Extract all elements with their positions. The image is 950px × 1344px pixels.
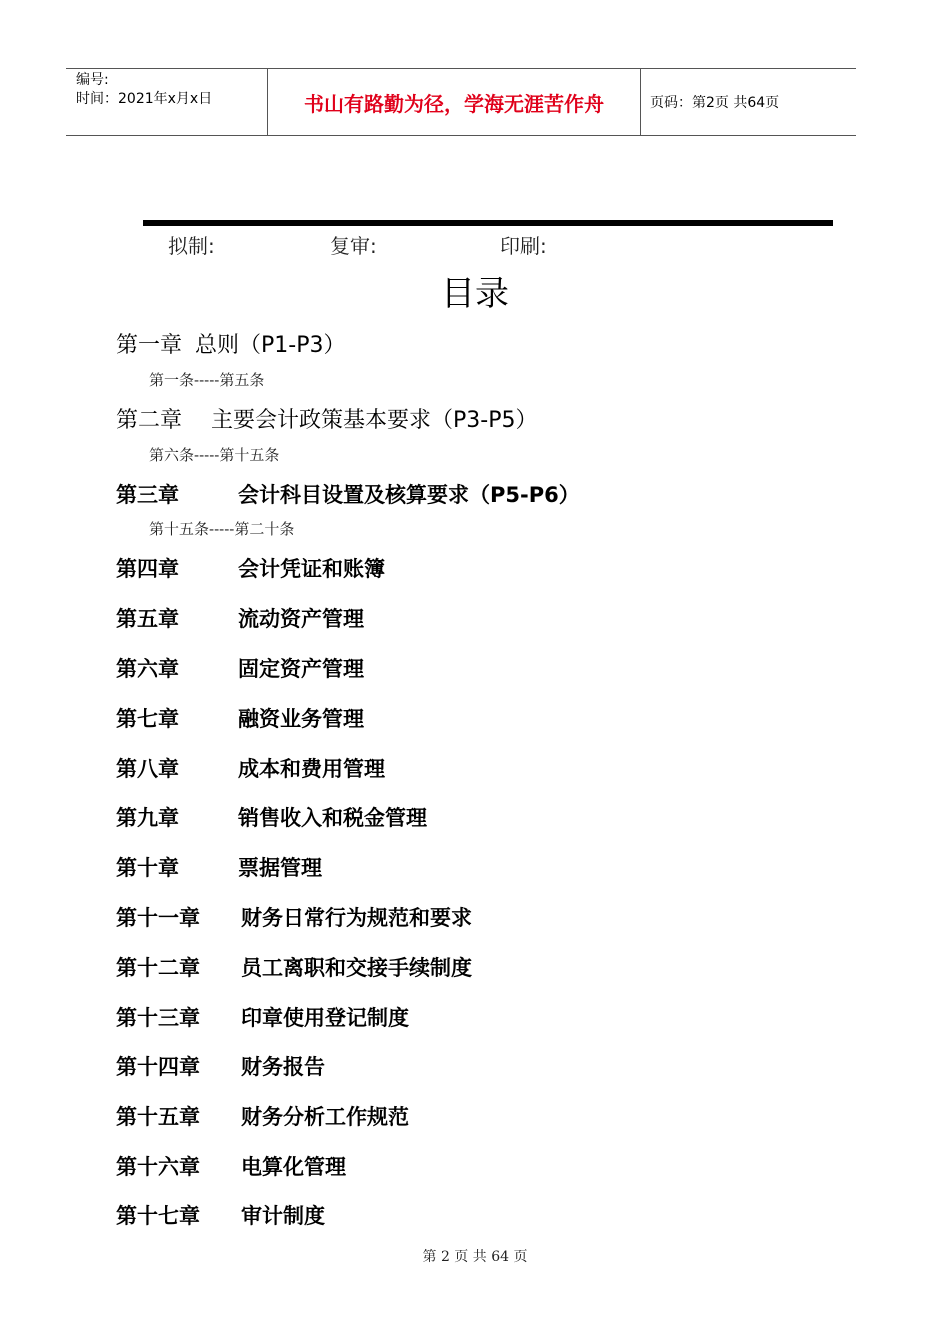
chapter-number: 第三章	[116, 483, 179, 507]
chapter-title: 会计凭证和账簿	[238, 557, 385, 581]
toc-chapter[interactable]	[116, 403, 537, 434]
toc-chapter[interactable]	[116, 603, 364, 633]
toc-chapter[interactable]	[116, 902, 472, 932]
chapter-title: 主要会计政策基本要求（P3-P5）	[211, 408, 538, 433]
chapter-title: 流动资产管理	[238, 607, 364, 631]
chapter-number: 第二章	[116, 408, 183, 433]
toc-chapter[interactable]	[116, 328, 345, 359]
review-label: 复审:	[330, 234, 377, 258]
toc-chapter[interactable]	[116, 753, 385, 783]
header-meta	[66, 69, 267, 135]
chapter-title: 电算化管理	[241, 1155, 346, 1179]
chapter-number: 第十四章	[116, 1055, 200, 1079]
chapter-title: 成本和费用管理	[238, 757, 385, 781]
toc-chapter[interactable]	[116, 1101, 409, 1131]
chapter-title: 印章使用登记制度	[241, 1006, 409, 1030]
chapter-number: 第六章	[116, 657, 179, 681]
header-motto: 书山有路勤为径，学海无涯苦作舟	[267, 69, 641, 135]
chapter-number: 第七章	[116, 707, 179, 731]
chapter-number: 第十六章	[116, 1155, 200, 1179]
document-time: 时间：2021年x月x日	[76, 91, 213, 107]
toc-chapter[interactable]	[116, 553, 385, 583]
toc-chapter[interactable]	[116, 1051, 325, 1081]
draft-label: 拟制:	[168, 234, 215, 258]
chapter-number: 第十二章	[116, 956, 200, 980]
toc-chapter[interactable]	[116, 1151, 346, 1181]
chapter-title: 融资业务管理	[238, 707, 364, 731]
chapter-number: 第十一章	[116, 906, 200, 930]
toc-subsection: 第六条-----第十五条	[149, 446, 280, 464]
toc-chapter[interactable]	[116, 703, 364, 733]
chapter-number: 第九章	[116, 806, 179, 830]
chapter-title: 总则（P1-P3）	[195, 333, 346, 358]
chapter-title: 固定资产管理	[238, 657, 364, 681]
chapter-title: 财务日常行为规范和要求	[241, 906, 472, 930]
print-label: 印刷:	[500, 234, 547, 258]
chapter-number: 第十章	[116, 856, 179, 880]
chapter-number: 第一章	[116, 333, 183, 358]
chapter-number: 第十五章	[116, 1105, 200, 1129]
document-header	[66, 68, 856, 136]
toc-subsection: 第一条-----第五条	[149, 371, 265, 389]
divider-rule	[143, 220, 833, 226]
toc-chapter[interactable]	[116, 1200, 325, 1230]
toc-chapter[interactable]	[116, 952, 472, 982]
chapter-number: 第四章	[116, 557, 179, 581]
toc-chapter[interactable]	[116, 802, 427, 832]
page-footer: 第 2 页 共 64 页	[422, 1249, 528, 1265]
toc-chapter[interactable]	[116, 1002, 409, 1032]
toc-subsection: 第十五条-----第二十条	[149, 520, 295, 538]
toc-chapter[interactable]	[116, 852, 322, 882]
chapter-number: 第十三章	[116, 1006, 200, 1030]
document-number-label: 编号:	[76, 72, 109, 88]
chapter-title: 财务报告	[241, 1055, 325, 1079]
header-page-info: 页码：第2页 共64页	[650, 95, 780, 111]
chapter-number: 第十七章	[116, 1204, 200, 1228]
chapter-title: 审计制度	[241, 1204, 325, 1228]
chapter-number: 第五章	[116, 607, 179, 631]
chapter-title: 销售收入和税金管理	[238, 806, 427, 830]
chapter-title: 会计科目设置及核算要求（P5-P6）	[238, 483, 580, 507]
chapter-title: 员工离职和交接手续制度	[241, 956, 472, 980]
chapter-title: 财务分析工作规范	[241, 1105, 409, 1129]
chapter-title: 票据管理	[238, 856, 322, 880]
chapter-number: 第八章	[116, 757, 179, 781]
page-title: 目录	[441, 274, 509, 314]
toc-chapter[interactable]	[116, 653, 364, 683]
toc-chapter[interactable]	[116, 479, 580, 509]
